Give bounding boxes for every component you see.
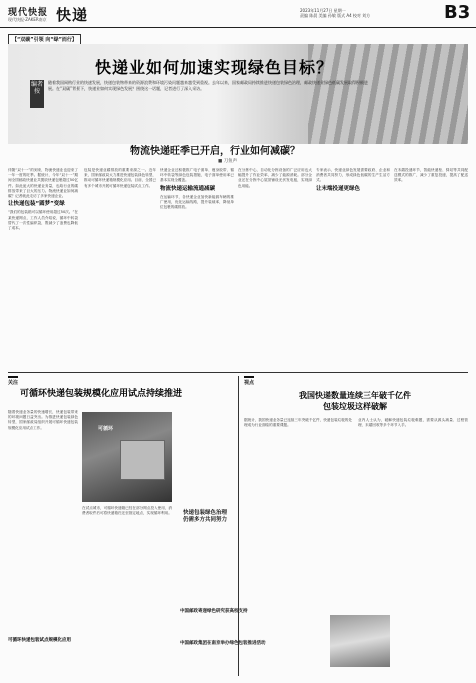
section-tag-left: 关注	[8, 376, 18, 386]
lower-right-title: 我国快递数量连续三年破千亿件 包装垃圾这样破解	[299, 391, 411, 411]
lower-left-subtitle: 快递包装绿色治理 仍需多方共同努力	[182, 510, 227, 523]
section-divider	[8, 372, 468, 373]
logo-subtitle: 现代快报·ZAKER南京	[8, 17, 47, 22]
article-paragraph: 在试点城市，可循环快递箱已经在部分网点投入使用，消费者取件后可将快递箱归还至指定地点，实现循环利用。	[82, 506, 172, 516]
article-paragraph: 在运输环节，各快递企业加快新能源车辆的推广使用，优化运输线路，提升装载率，降低单位包裹的碳排放。	[160, 194, 234, 210]
article-paragraph: 专家表示，快递业绿色发展需要政府、企业和消费者共同努力，形成绿色低碳的生产生活方式。	[316, 168, 390, 183]
article-column-3	[160, 168, 234, 368]
sub-headline: 物流快递旺季已开启，行业如何减碳？	[130, 146, 300, 157]
photo-caption: 可循环	[98, 426, 114, 432]
article-paragraph: 随着快递业务量的快速增长，快递包装带来的环境问题日益突出。为推进快递包装绿色转型，国家邮政局组织开展可循环快递包装规模化应用试点工作。	[8, 410, 78, 430]
section-title: 快递	[56, 6, 89, 24]
news-brief-1: 中国邮政寄递绿色研究获高校支持	[180, 609, 248, 614]
article-paragraph: “我们的包装箱可以循环使用超过50次。”在某快递网点，工作人员介绍说，循环中转袋替代了一次性编织袋，既减少了浪费也降低了成本。	[8, 210, 78, 231]
topic-tag: 【“双碳”引领 向“绿”而行】	[8, 34, 81, 45]
lower-left-col-head: 可循环快递包装试点规模化应用	[8, 638, 71, 643]
editor-note-label: 编者按	[30, 80, 44, 108]
lower-left-column-1	[8, 410, 78, 630]
main-headline: 快递业如何加速实现绿色目标？	[95, 58, 334, 77]
delivery-photo	[330, 615, 390, 667]
news-brief-2: 中国邮政集团在南京举办绿色包装推进活动	[180, 641, 266, 646]
issue-meta	[300, 8, 370, 18]
article-column-2	[84, 168, 156, 368]
page-number: B3	[444, 2, 471, 23]
column-divider	[238, 376, 239, 676]
issue-date: 2023年11月27日 星期一	[300, 8, 346, 13]
article-paragraph: 业内人士认为，破解快递包装垃圾难题，需要从源头减量、过程管理、末端回收等多个环节入手。	[358, 418, 468, 428]
article-paragraph: 快递企业还积极推广电子面单、瘦身胶带、循环中转袋等绿色包装措施，电子面单使用率已基本实现全覆盖。	[160, 168, 234, 183]
section-heading: 让快递包装“圆梦”变绿	[8, 201, 65, 208]
article-column-4	[238, 168, 312, 368]
section-tag-right: 视点	[244, 376, 254, 386]
article-paragraph: 据统计，我国快递业务量已连续三年突破千亿件，快递包装垃圾的处理成为行业面临的重要课题。	[244, 418, 352, 428]
newspaper-logo: 现代快报	[8, 8, 49, 18]
lower-left-title: 可循环快递包装规模化应用试点持续推进	[20, 389, 183, 399]
article-paragraph: 在分拣中心，自动化分拣设备的广泛应用也大幅提升了作业效率，减少了能源消耗。部分企业还在分拣中心屋顶铺设光伏发电板，实现绿色用能。	[238, 168, 312, 188]
lower-right-column-1	[244, 418, 352, 598]
byline: ■ 刀鱼声	[218, 159, 238, 164]
article-column-6	[394, 168, 468, 368]
section-heading: 物流快递运输流通减碳	[160, 185, 216, 192]
article-column-5	[316, 168, 390, 368]
article-paragraph: 在末端投递环节，智能快递柜、驿站等共同配送模式的推广，减少了重复投递，提高了配送效率。	[394, 168, 468, 183]
photo-inset	[120, 440, 165, 480]
lower-left-column-2	[82, 506, 172, 606]
issue-editors: 责编 陈晨 美编 孙敏 版式 A4 校对 刘方	[300, 13, 371, 18]
section-heading: 让末端投递更绿色	[316, 185, 361, 192]
article-paragraph: 伴随“双十一”的到来，物流快递业也迎来了一年一度的旺季。据统计，今年“双十一”期间全国邮政快递业共揽收快递包裹超过50亿件。如此庞大的快递业务量，也给行业的碳排放带来了巨大的压力。物流快递业如何减碳？记者就此走访了多家快递企业。	[8, 168, 78, 199]
article-column-1	[8, 168, 78, 368]
editor-note-text: 随着我国网购行业的快速发展，快递包装物带来的资源浪费和环境污染问题越来越受到重视。去年以来，国家邮政局持续推进快递包装绿色治理，邮政快递业绿色低碳发展取得积极进展。在“双碳”背景下，快递业如何实现绿色发展？围绕这一话题，记者进行了深入采访。	[48, 80, 368, 91]
masthead	[0, 0, 476, 28]
article-paragraph: 包装是快递业碳排放的重要来源之一。近年来，国家邮政局大力推进快递包装绿色转型，推动可循环快递箱规模化应用。目前，全国已有多个城市开展可循环快递包装试点工作。	[84, 168, 156, 188]
lower-right-column-2	[358, 418, 468, 598]
